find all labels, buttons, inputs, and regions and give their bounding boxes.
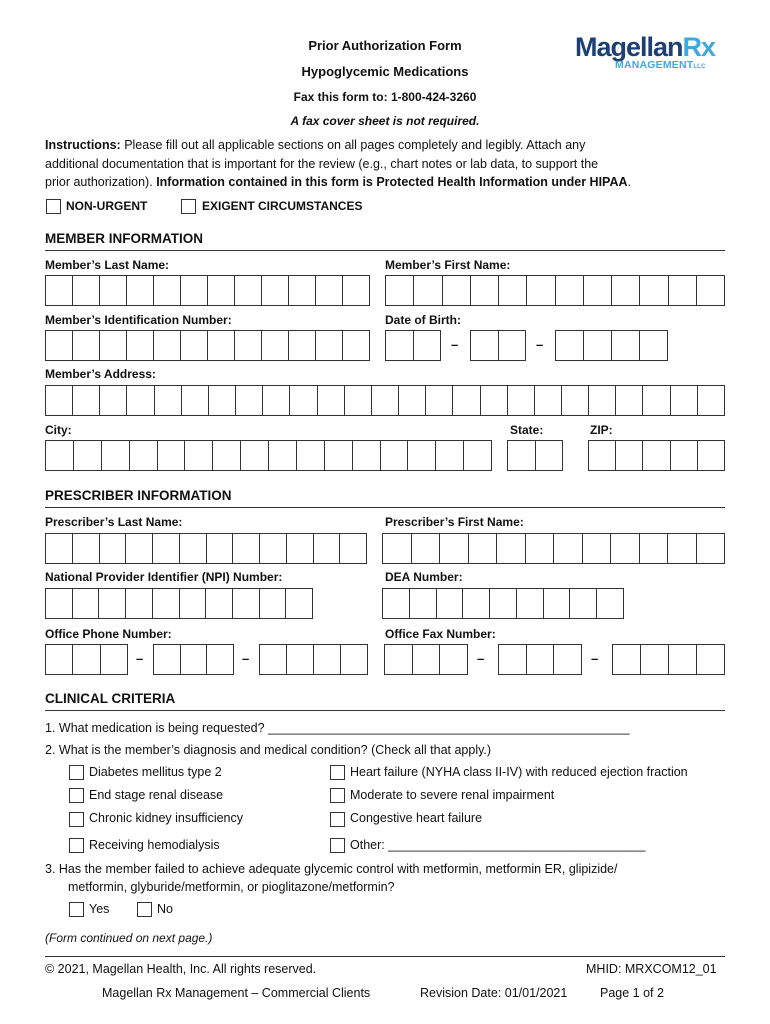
zip-input[interactable] [588, 440, 725, 471]
exigent-label: EXIGENT CIRCUMSTANCES [202, 199, 363, 213]
yes-label: Yes [89, 902, 110, 916]
footer-rule [45, 956, 725, 957]
prescriber-last-name-input[interactable] [45, 533, 367, 564]
instructions: Instructions: Please fill out all applicable sections on all pages completely and legibly. Attach any additional documentation that is important for the review (e.g., chart notes or lab data, to support the prior authorization). Information contained in this form is Protected Health Information under HIPAA. [45, 138, 631, 189]
clinical-section-title: CLINICAL CRITERIA [45, 691, 176, 706]
hemodialysis-label: Receiving hemodialysis [89, 838, 220, 852]
office-phone-label: Office Phone Number: [45, 627, 172, 641]
phone-line-input[interactable] [259, 644, 368, 675]
phone-dash-1: – [136, 651, 144, 666]
renal-impairment-checkbox[interactable] [330, 788, 345, 803]
question-1: 1. What medication is being requested? ____________________________________________________ [45, 721, 630, 735]
other-label: Other: _____________________________________ [350, 838, 646, 852]
page-number: Page 1 of 2 [600, 986, 664, 1000]
dob-dash-1: – [451, 337, 459, 352]
chf-label: Congestive heart failure [350, 811, 483, 825]
phone-area-code-input[interactable] [45, 644, 128, 675]
state-label: State: [510, 423, 544, 437]
member-section-title: MEMBER INFORMATION [45, 231, 203, 246]
npi-label: National Provider Identifier (NPI) Number: [45, 570, 283, 584]
prescriber-first-name-label: Prescriber’s First Name: [385, 515, 524, 529]
fax-area-code-input[interactable] [384, 644, 468, 675]
no-checkbox[interactable] [137, 902, 152, 917]
question-3-line-2: metformin, glyburide/metformin, or pioglitazone/metformin? [68, 880, 395, 894]
prescriber-section-title: PRESCRIBER INFORMATION [45, 488, 232, 503]
esrd-label: End stage renal disease [89, 788, 224, 802]
question-3-line-1: 3. Has the member failed to achieve adequate glycemic control with metformin, metformin ER, glipizide/ [45, 862, 618, 876]
copyright: © 2021, Magellan Health, Inc. All rights reserved. [45, 962, 317, 976]
question-2: 2. What is the member’s diagnosis and medical condition? (Check all that apply.) [45, 743, 492, 757]
office-fax-label: Office Fax Number: [385, 627, 496, 641]
fax-number: Fax this form to: 1-800-424-3260 [293, 90, 477, 104]
fax-dash-1: – [477, 651, 485, 666]
dob-label: Date of Birth: [385, 313, 461, 327]
yes-checkbox[interactable] [69, 902, 84, 917]
member-last-name-input[interactable] [45, 275, 370, 306]
state-input[interactable] [507, 440, 563, 471]
hemodialysis-checkbox[interactable] [69, 838, 84, 853]
fax-dash-2: – [591, 651, 599, 666]
ckd-checkbox[interactable] [69, 812, 84, 827]
city-label: City: [45, 423, 72, 437]
heart-failure-reduced-ef-label: Heart failure (NYHA class II-IV) with reduced ejection fraction [350, 765, 688, 779]
mhid: MHID: MRXCOM12_01 [586, 962, 717, 976]
phone-dash-2: – [242, 651, 250, 666]
dob-month-input[interactable] [385, 330, 441, 361]
fax-line-input[interactable] [612, 644, 725, 675]
dea-input[interactable] [382, 588, 624, 619]
member-section-rule [45, 250, 725, 251]
continued-note: (Form continued on next page.) [45, 931, 213, 945]
other-checkbox[interactable] [330, 838, 345, 853]
prescriber-section-rule [45, 507, 725, 508]
revision-date: Revision Date: 01/01/2021 [420, 986, 568, 1000]
member-address-label: Member’s Address: [45, 367, 156, 381]
diabetes-label: Diabetes mellitus type 2 [89, 765, 222, 779]
prescriber-last-name-label: Prescriber’s Last Name: [45, 515, 183, 529]
form-title: Prior Authorization Form [308, 38, 462, 53]
diabetes-checkbox[interactable] [69, 765, 84, 780]
no-label: No [157, 902, 173, 916]
dob-day-input[interactable] [470, 330, 526, 361]
member-id-label: Member’s Identification Number: [45, 313, 232, 327]
member-last-name-label: Member’s Last Name: [45, 258, 170, 272]
heart-failure-reduced-ef-checkbox[interactable] [330, 765, 345, 780]
zip-label: ZIP: [590, 423, 613, 437]
non-urgent-label: NON-URGENT [66, 199, 148, 213]
city-input[interactable] [45, 440, 492, 471]
dea-label: DEA Number: [385, 570, 463, 584]
member-address-input[interactable] [45, 385, 725, 416]
renal-impairment-label: Moderate to severe renal impairment [350, 788, 555, 802]
non-urgent-checkbox[interactable] [46, 199, 61, 214]
fax-prefix-input[interactable] [498, 644, 582, 675]
chf-checkbox[interactable] [330, 812, 345, 827]
exigent-checkbox[interactable] [181, 199, 196, 214]
magellan-rx-logo: MagellanRx MANAGEMENTLLC [575, 32, 716, 71]
form-subtitle: Hypoglycemic Medications [301, 64, 469, 79]
dob-year-input[interactable] [555, 330, 668, 361]
member-id-input[interactable] [45, 330, 370, 361]
esrd-checkbox[interactable] [69, 788, 84, 803]
prescriber-first-name-input[interactable] [382, 533, 725, 564]
member-first-name-input[interactable] [385, 275, 725, 306]
member-first-name-label: Member’s First Name: [385, 258, 511, 272]
dob-dash-2: – [536, 337, 544, 352]
npi-input[interactable] [45, 588, 313, 619]
clinical-section-rule [45, 710, 725, 711]
ckd-label: Chronic kidney insufficiency [89, 811, 244, 825]
fax-note: A fax cover sheet is not required. [290, 114, 480, 128]
phone-prefix-input[interactable] [153, 644, 234, 675]
company-name: Magellan Rx Management – Commercial Clients [102, 986, 371, 1000]
